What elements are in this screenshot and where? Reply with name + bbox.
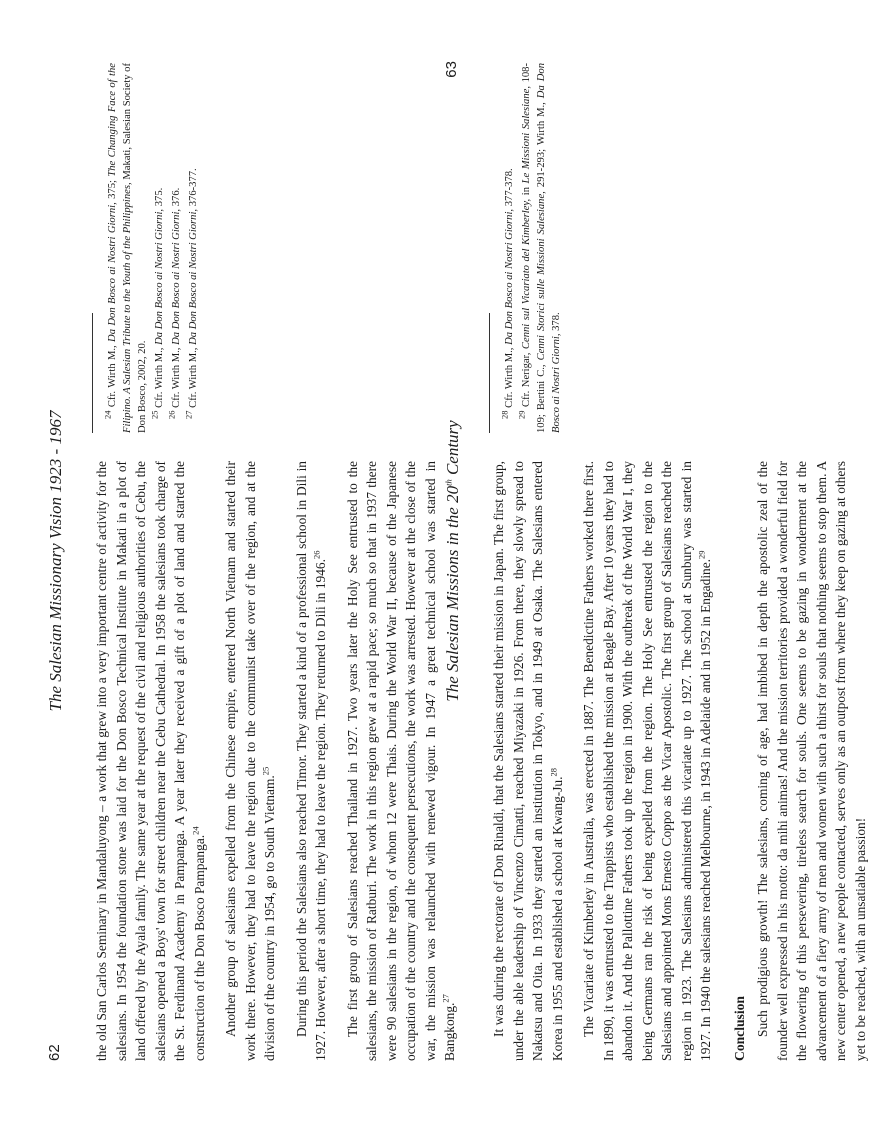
paragraph: Such prodigious growth! The salesians, coming of age, had imbibed in depth the apostolic zeal of the founder well expressed in his motto: da mihi animas! And the mission territories provided a wonderful field for the flowering of this persevering, tireless search for souls. One seems to be gazing in wonderment at the advancement of a fiery army of men and women with such a thirst for souls that nothing seems to stop them. A new center opened, a new people contacted, serves only as an outpost from where they keep on gazing at others yet to be reached, with an unsatiable passion! bbox=[755, 461, 868, 1061]
footnote-ref: 27 bbox=[440, 994, 451, 1003]
footnote: $^{28}$ Cfr. Wirth M., Da Don Bosco ai Nostri Giorni, 377-378. bbox=[499, 168, 515, 419]
running-header bbox=[46, 61, 66, 1061]
footnote-ref: 26 bbox=[311, 550, 322, 560]
paragraph: It was during the rectorate of Don Rinaldi, that the Salesians started their mission in Japan. The first group, under the able leadership of Vincenzo Cimatti, reached Miyazaki in 1926. From there, they slowly spread to Nakatsu and Oita. In 1933 they started an institution in Tokyo, and in 1949 at Osaka. The Salesians entered Korea in 1955 and established a school at Kwang-Ju.$^{28}$ bbox=[491, 461, 565, 1061]
running-header bbox=[440, 61, 463, 1061]
footnote: $^{25}$ Cfr. Wirth M., Da Don Bosco ai Nostri Giorni, 375. bbox=[149, 187, 165, 419]
footnote-ref: 25 bbox=[260, 766, 271, 776]
page-63 bbox=[397, 0, 868, 1123]
running-head-title: The Salesian Missionary Vision 1923 - 1967 bbox=[46, 410, 65, 712]
page-number: 63 bbox=[443, 61, 460, 78]
footnotes bbox=[489, 63, 566, 433]
page-number: 62 bbox=[46, 1044, 63, 1061]
footnote: $^{27}$ Cfr. Wirth M., Da Don Bosco ai Nostri Giorni, 376-377. bbox=[183, 168, 199, 419]
footnote-rule bbox=[92, 313, 93, 433]
paragraph: During this period the Salesians also reached Timor. They started a kind of a professional school in Dili in 1927. However, after a short time, they had to leave the region. They returned to Dili in 1946.26 bbox=[293, 461, 328, 1061]
body-text bbox=[489, 461, 882, 1061]
paragraph: the old San Carlos Seminary in Mandaluyong – a work that grew into a very important centre of activity for the salesians. In 1954 the foundation stone was laid for the Don Bosco Technical Institute in Makati in a plot of land offered by the Ayala family. The same year at the request of the civil and religious authorities of Cebu, the salesians opened a Boys' town for street children near the Cebu Cathedral. In 1958 the salesians took charge of the St. Ferdinand Academy in Pampanga. A year later they received a gift of a plot of land and started the construction of the Don Bosco Pampanga.$^{24}$ bbox=[94, 461, 207, 1061]
footnote-ref: 24 bbox=[190, 826, 201, 835]
paragraph: Another group of salesians expelled from the Chinese empire, entered North Vietnam and started their work there. However, they had to leave the region due to the communist take over of the region, and at the division of the country in 1954, go to South Vietnam.$^{25}$ bbox=[223, 461, 277, 1061]
footnotes bbox=[92, 63, 203, 433]
footnote-rule bbox=[489, 313, 490, 433]
paragraph: The Vicariate of Kimberley in Australia, was erected in 1887. The Benedictine Fathers worked there first. In 1890, it was entrusted to the Trappists who established the mission at Beagle Bay. After 10 years they had to abandon it. And the Pallottine Fathers took up the region in 1900. With the outbreak of the World War I, they being Germans ran the risk of being expelled from the region. The Holy See entrusted the region to the Salesians and appointed Mons Ernesto Coppo as the Vicar Apostolic. The first group of Salesians reached the region in 1923. The Salesians administered this vicariate up to 1927. The school at Sunbury was started in 1927. In 1940 the salesians reached Melbourne, in 1943 in Adelaide and in 1952 in Engadine.$^{29}$ bbox=[581, 461, 713, 1061]
footnote-ref: 29 bbox=[696, 550, 707, 559]
running-head-title: The Salesian Missions in the 20th Century bbox=[443, 420, 462, 702]
footnote: $^{29}$ Cfr. Nerigar, Cenni sul Vicariato del Kimberley, in Le Missioni Salesiane, 108-109; Bertini C., Cenni Storici sulle Missioni Salesiane, 291-293; Wirth M., Da Don Bosco ai Nostri Giorni, 378. bbox=[516, 63, 562, 433]
paragraph: The first group of Salesians reached Thailand in 1927. Two years later the Holy See entrusted to the salesians, the mission of Ratburi. The work in this region grew at a rapid pace; so much so that in 1937 there were 90 salesians in the region, of whom 12 were Thais. During the World War II, because of the Japanese occupation of the country and the consequent persecutions, the work was arrested. However at the close of the war, the mission was relaunched with renewed vigour. In 1947 a great technical school was started in Bangkong.$^{27}$ bbox=[344, 461, 457, 1061]
footnote: $^{24}$ Cfr. Wirth M., Da Don Bosco ai Nostri Giorni, 375; The Changing Face of the Filipino. A Salesian Tribute to the Youth of the Philippines, Makati, Salesian Society of Don Bosco, 2002, 20. bbox=[102, 63, 148, 433]
footnote-ref: 28 bbox=[548, 768, 559, 777]
section-heading: Conclusion bbox=[731, 996, 747, 1061]
footnote: $^{26}$ Cfr. Wirth M., Da Don Bosco ai Nostri Giorni, 376. bbox=[166, 187, 182, 419]
